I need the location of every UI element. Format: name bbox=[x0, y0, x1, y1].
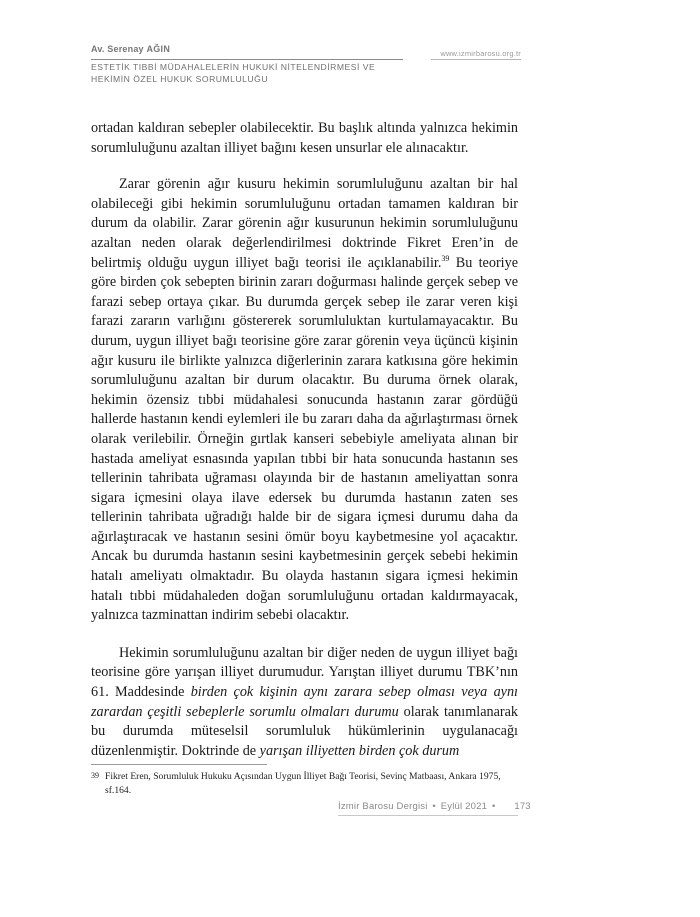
paragraph-2 bbox=[91, 175, 518, 626]
issue-date: Eylül 2021 bbox=[440, 801, 488, 812]
article-title bbox=[91, 61, 421, 85]
footer-separator: • bbox=[432, 801, 436, 812]
footnote bbox=[91, 770, 518, 798]
paragraph-1: ortadan kaldıran sebepler olabilecektir. Bu başlık altında yalnızca hekimin sorumluluğunu azaltan illiyet bağını kesen unsurlar ele alınacaktır. bbox=[91, 120, 518, 156]
journal-name: İzmir Barosu Dergisi bbox=[338, 801, 428, 812]
footnote-text: Fikret Eren, Sorumluluk Hukuku Açısından Uygun İlliyet Bağı Teorisi, Sevinç Matbaası, Ankara 1975, sf.164. bbox=[105, 771, 501, 796]
paragraph-3-part-2: olarak tanımlanarak bu durumda müteselsil sorumluluk hükümlerinin uygulanacağı düzenlenmiştir. Doktrinde de bbox=[91, 703, 518, 759]
footer-separator: • bbox=[491, 801, 496, 812]
site-url[interactable]: www.izmirbarosu.org.tr bbox=[440, 49, 521, 58]
footnote-reference[interactable]: 39 bbox=[441, 253, 450, 263]
footnote-divider bbox=[91, 764, 267, 765]
header-divider bbox=[91, 59, 403, 60]
author-name bbox=[91, 44, 170, 54]
author-surname: AĞIN bbox=[146, 44, 171, 54]
paragraph-3-italic-2: yarışan illiyetten birden çok durum bbox=[259, 742, 460, 759]
article-title-line-2: HEKİMİN ÖZEL HUKUK SORUMLULUĞU bbox=[91, 74, 269, 84]
article-title-line-1: ESTETİK TIBBİ MÜDAHALELERİN HUKUKİ NİTELENDİRMESİ VE bbox=[91, 62, 376, 72]
paragraph-3 bbox=[91, 644, 518, 762]
body-text bbox=[91, 119, 518, 761]
paragraph-2-part-2: Bu teoriye göre birden çok sebepten birinin zararı doğurması halinde gerçek sebep ve farazi sebep ortaya çıkar. Bu durumda gerçek sebep ile zarar veren kişi farazi zararın varlığını göstererek sorumluluktan kurtulamayacaktır. Bu durum, uygun illiyet bağı teorisine göre zarar görenin veya üçüncü kişinin ağır kusuru ile birlikte yalnızca diğerlerinin zarara katkısına göre hekimin sorumluluğunu azaltan bir durum olacaktır. Bu duruma örnek olarak, hekimin özensiz tıbbi müdahalesi sonucunda hastanın zarar gördüğü hallerde hastanın kendi eylemleri ile bu zararı daha da ağırlaştırması örnek olarak verilebilir. Örneğin gırtlak kanseri sebebiyle ameliyata alınan bir hastada ameliyat esnasında yapılan tıbbi bir hata sonucunda hastanın ses tellerinin tahribata uğraması olayında bir de hastanın ameliyattan sonra sigara içmesini olaya ilave edersek bu durumda hastanın zaten ses tellerinin tahribata uğradığı halde bir de sigara içmesi durumu daha da ağırlaştıracak ve hastanın sesini ömür boyu kaybetmesine yol açacaktır. Ancak bu durumda hastanın sesini kaybetmesinin gerçek sebebi hekimin hatalı ameliyatı olmaktadır. Bu olayda hastanın sigara içmesi hekimin hatalı tıbbi müdahaleden doğan sorumluluğunu ortadan kaldırmayacak, yalnızca tazminattan indirim sebebi olacaktır. bbox=[91, 254, 518, 624]
page-number: 173 bbox=[514, 801, 531, 812]
running-header bbox=[91, 44, 521, 94]
header-divider-right bbox=[431, 59, 521, 60]
paragraph-2-part-1: Zarar görenin ağır kusuru hekimin sorumluluğunu azaltan bir hal olabileceği gibi hekimin sorumluluğunu ortadan tamamen kaldıran bir durum da olabilir. Zarar görenin ağır kusurunun hekimin sorumluluğunu azaltan neden olarak değerlendirilmesi doktrinde Fikret Eren’in de belirtmiş olduğu uygun illiyet bağı teorisi ile açıklanabilir. bbox=[91, 176, 518, 271]
paragraph-3-part-1: Hekimin sorumluluğunu azaltan bir diğer neden de uygun illiyet bağı teorisine göre yarışan illiyet durumudur. Yarıştan illiyet durumu TBK’nın 61. Maddesinde bbox=[91, 644, 518, 701]
author-prefix: Av. Serenay bbox=[91, 44, 144, 54]
paragraph-3-italic-1: birden çok kişinin aynı zarara sebep olması veya aynı zarardan çeşitli sebeplerle sorumlu olmaları durumu bbox=[91, 684, 518, 720]
footnote-number: 39 bbox=[91, 771, 99, 780]
running-footer bbox=[338, 801, 531, 812]
footer-divider bbox=[338, 815, 518, 816]
